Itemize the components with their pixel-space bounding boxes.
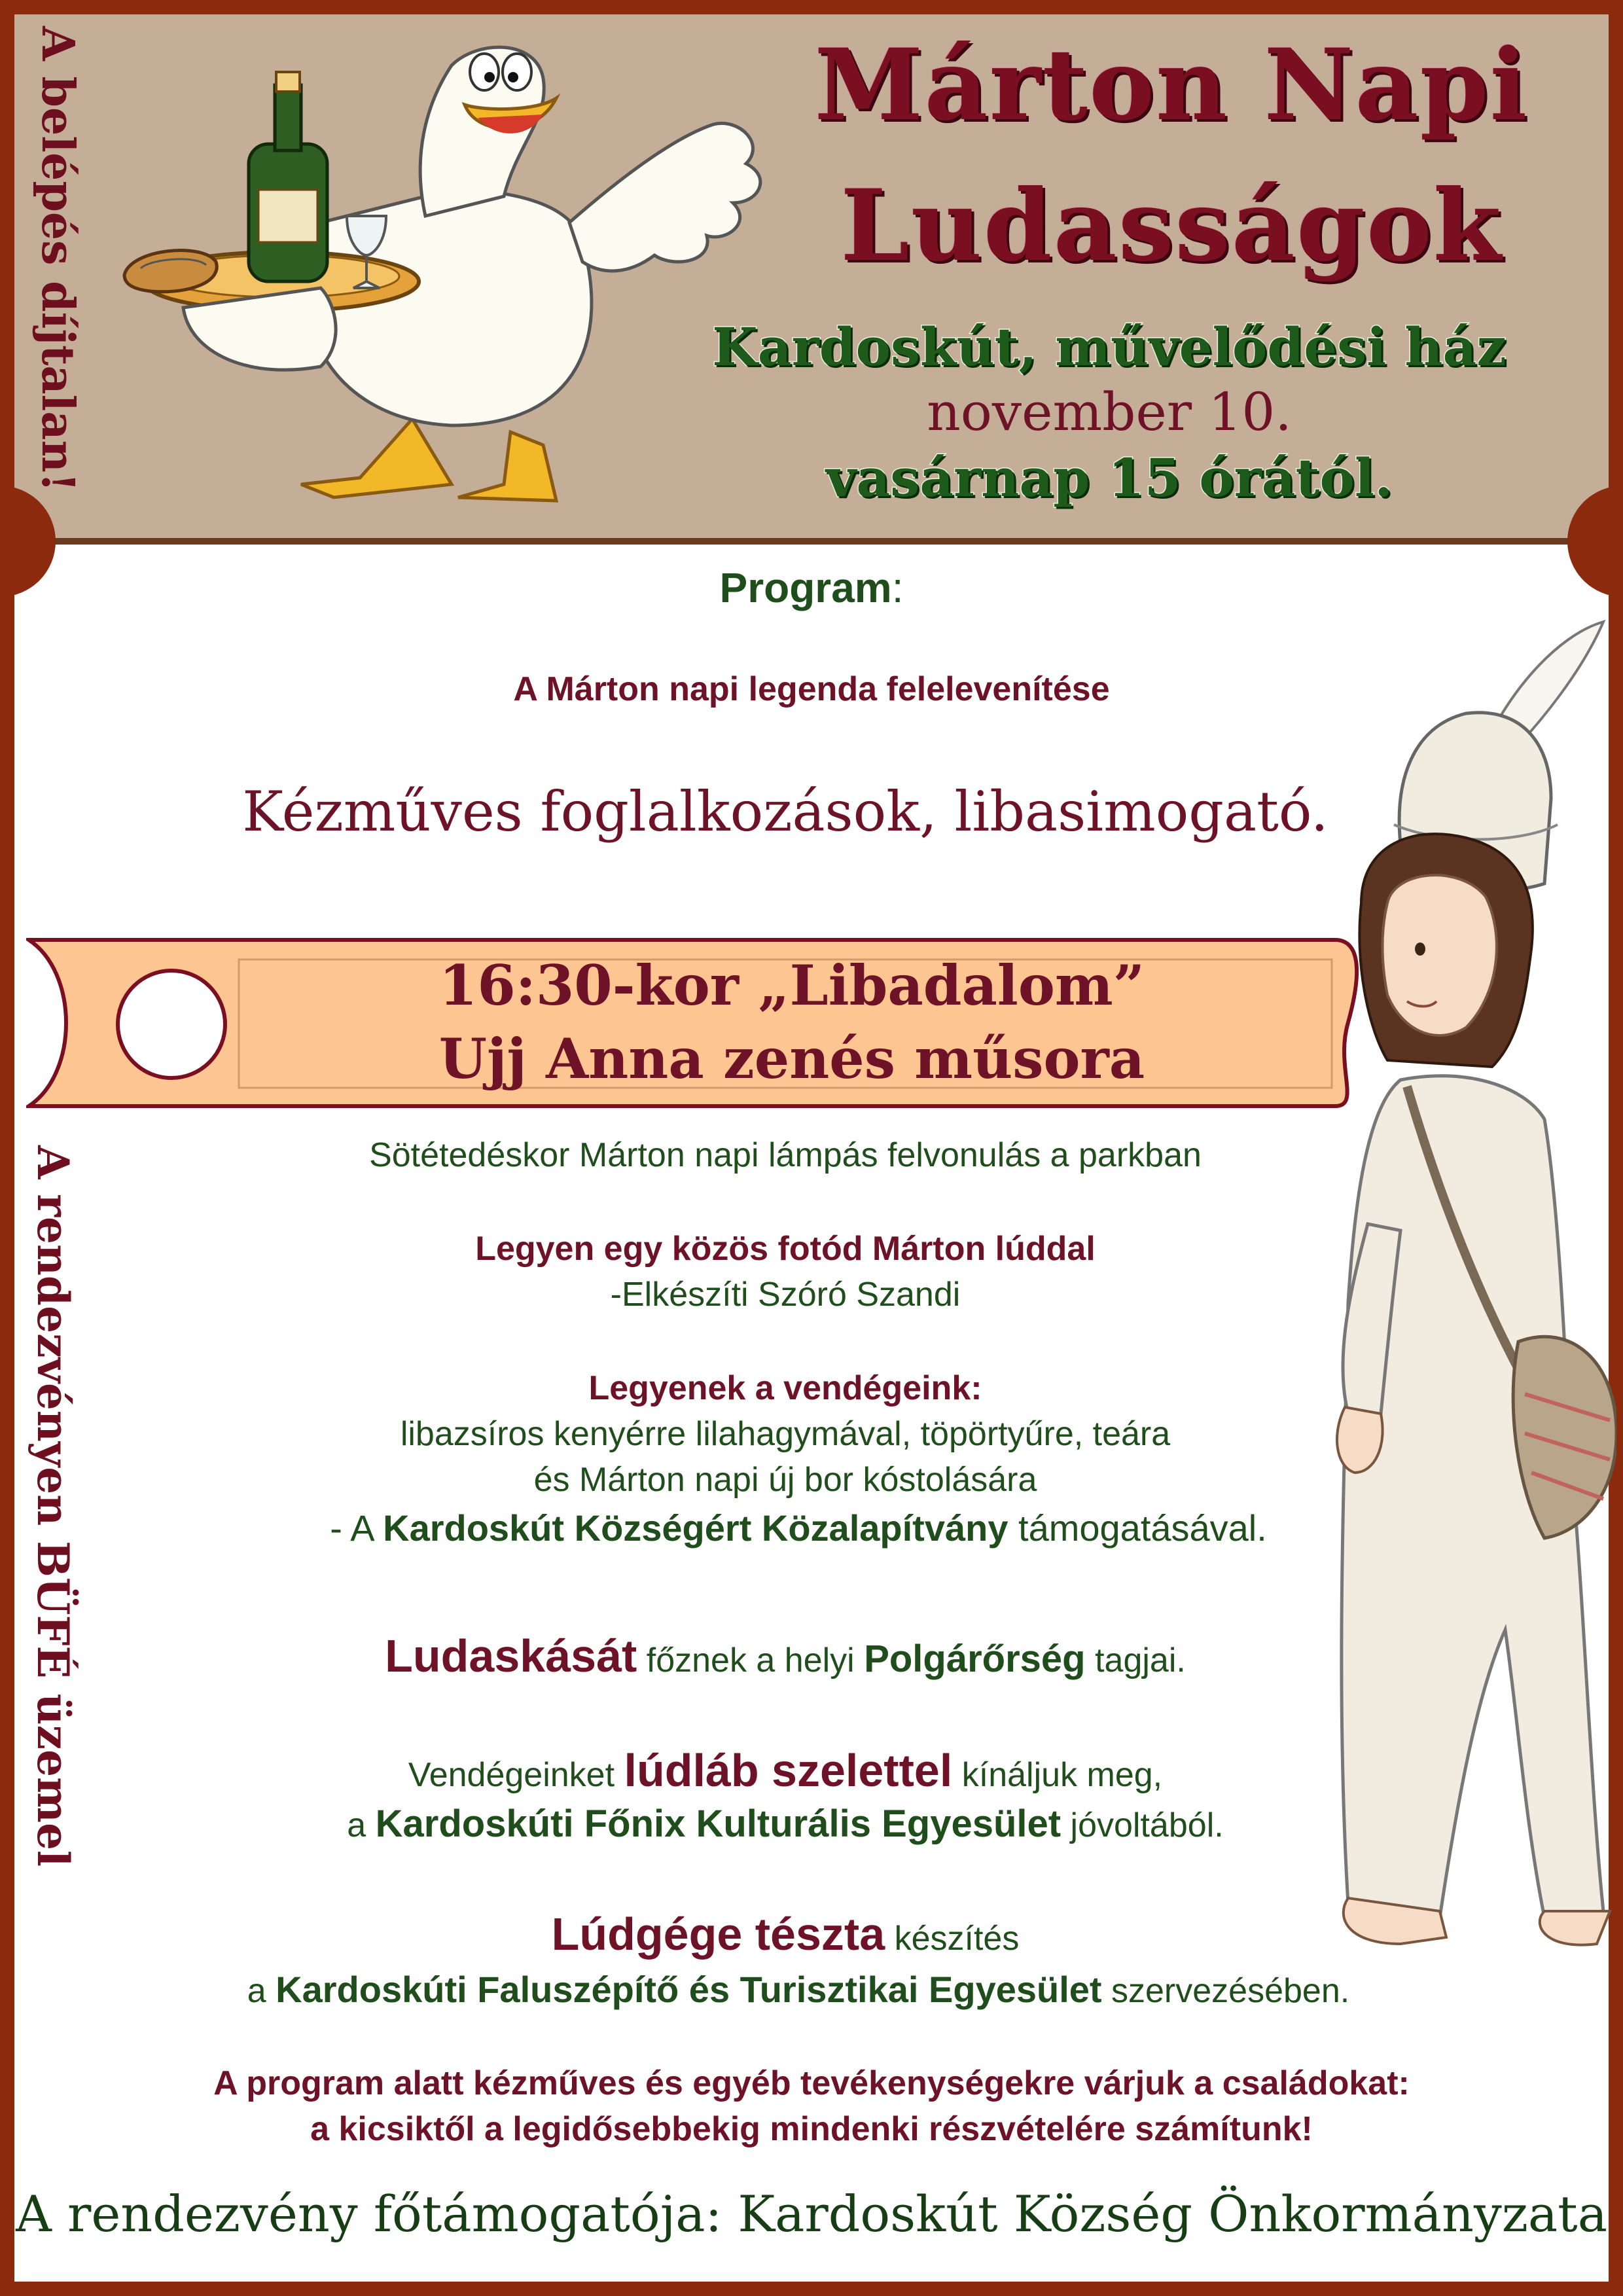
photo-title: Legyen egy közös fotód Márton lúddal xyxy=(475,1230,1096,1268)
ribbon-line-1: 16:30-kor „Libadalom” xyxy=(438,953,1145,1018)
ludaskasa-bold: Ludaskását xyxy=(385,1630,637,1681)
guests-line-3 xyxy=(0,1505,1610,1551)
guests-line-3-pre: - A xyxy=(330,1507,383,1549)
ludlab-item xyxy=(0,1744,1597,1801)
main-sponsor: A rendezvény főtámogatója: Kardoskút Község Önkormányzata xyxy=(15,2185,1608,2243)
guests-title: Legyenek a vendégeink: xyxy=(588,1369,982,1407)
ribbon-line-2: Ujj Anna zenés műsora xyxy=(438,1026,1145,1091)
title-line-1: Márton Napi xyxy=(814,27,1529,143)
free-entry-note: A belépés díjtalan! xyxy=(31,26,84,492)
program-heading-row xyxy=(0,562,1623,614)
falu-pre: a xyxy=(247,1972,276,2010)
ludlab-bold: lúdláb szelettel xyxy=(624,1745,953,1796)
time-text: vasárnap 15 órától. xyxy=(825,447,1393,509)
fonix-post: jóvoltából. xyxy=(1061,1806,1224,1844)
ludaskasa-mid: főznek a helyi xyxy=(637,1641,865,1679)
fonix-pre: a xyxy=(347,1806,376,1844)
ludaskasa-item xyxy=(0,1630,1597,1687)
title-line-2: Ludasságok xyxy=(840,168,1503,283)
fonix-org: Kardoskúti Főnix Kulturális Egyesület xyxy=(375,1803,1061,1845)
polgarorseg-name: Polgárőrség xyxy=(864,1638,1086,1680)
falu-post: szervezésében. xyxy=(1101,1972,1350,2010)
guests-line-3-post: támogatásával. xyxy=(1008,1507,1267,1549)
falu-org: Kardoskúti Faluszépítő és Turisztikai Egyesület xyxy=(276,1969,1102,2010)
venue-text: Kardoskút, művelődési ház xyxy=(712,316,1507,378)
closing-line-1: A program alatt kézműves és egyéb tevékenységekre várjuk a családokat: xyxy=(213,2064,1410,2102)
ludlab-post: kínáljuk meg, xyxy=(952,1756,1163,1794)
program-heading: Program xyxy=(719,564,892,611)
teszta-item xyxy=(0,1908,1597,1965)
photo-by: -Elkészíti Szóró Szandi xyxy=(610,1276,961,1314)
program-heading-colon: : xyxy=(891,564,904,611)
libadalom-text xyxy=(249,949,1335,1096)
date-text: november 10. xyxy=(927,382,1292,442)
teszta-post: készítés xyxy=(885,1920,1020,1958)
guests-line-2: és Márton napi új bor kóstolására xyxy=(533,1461,1037,1499)
fonix-item xyxy=(0,1801,1597,1848)
legend-item: A Márton napi legenda felelevenítése xyxy=(513,670,1110,708)
teszta-bold: Lúdgége tészta xyxy=(551,1909,885,1960)
crafts-item: Kézműves foglalkozások, libasimogató. xyxy=(242,780,1329,844)
buffet-note: A rendezvényen BÜFÉ üzemel xyxy=(27,1145,79,1867)
ludaskasa-post: tagjai. xyxy=(1085,1641,1186,1679)
faluszepito-item xyxy=(0,1967,1610,2014)
guests-line-1: libazsíros kenyérre lilahagymával, töpörtyűre, teára xyxy=(400,1415,1171,1453)
lantern-item: Sötétedéskor Márton napi lámpás felvonulás a parkban xyxy=(369,1136,1202,1174)
foundation-name: Kardoskút Községért Közalapítvány xyxy=(383,1507,1008,1549)
ludlab-pre: Vendégeinket xyxy=(408,1756,624,1794)
closing-line-2: a kicsiktől a legidősebbekig mindenki részvételére számítunk! xyxy=(310,2110,1313,2148)
